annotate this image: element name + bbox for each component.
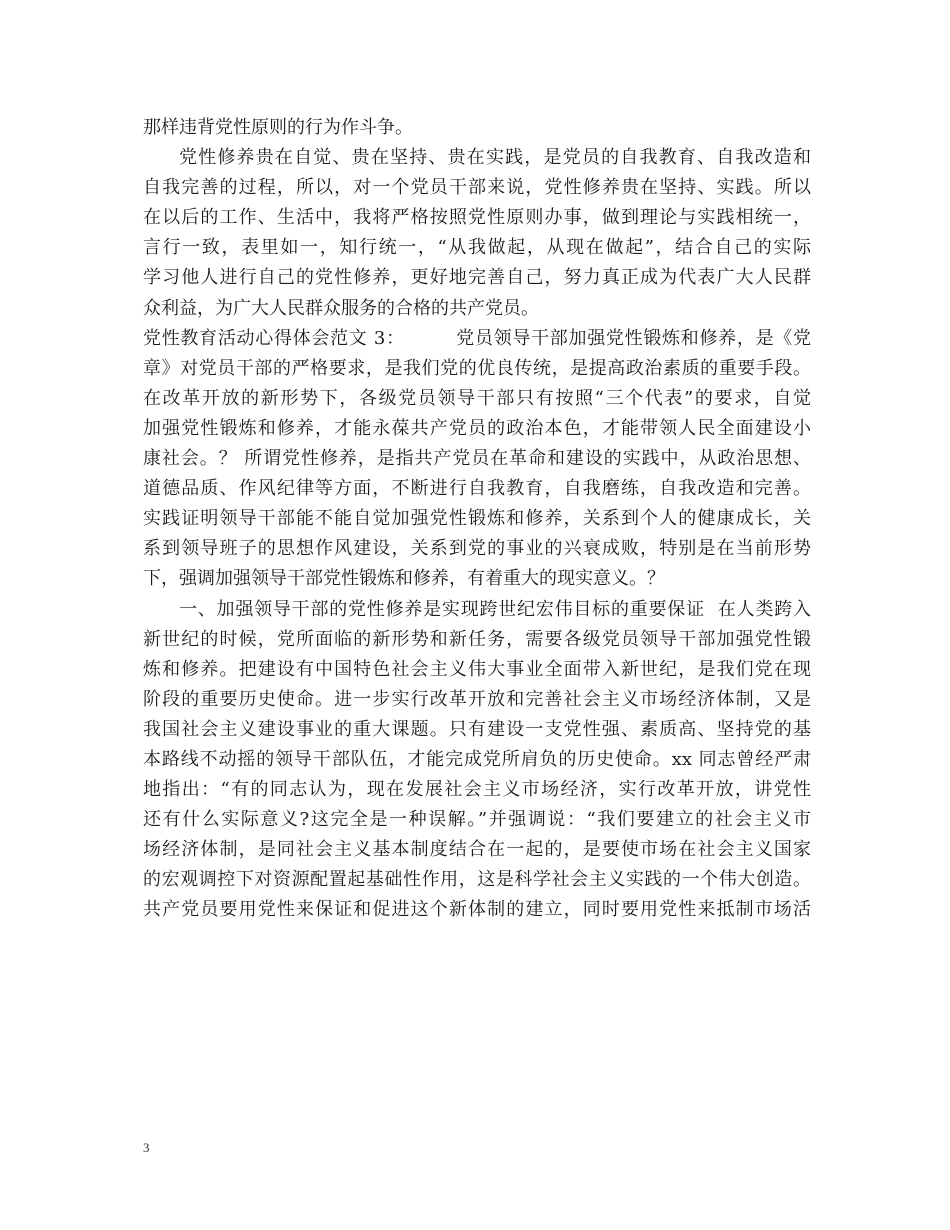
text-line: 加强党性锻炼和修养，才能永葆共产党员的政治本色，才能带领人民全面建设小	[143, 417, 811, 439]
text-line: 那样违背党性原则的行为作斗争。	[143, 117, 413, 138]
text-line: 炼和修养。把建设有中国特色社会主义伟大事业全面带入新世纪，是我们党在现	[143, 658, 811, 680]
text-line: 在改革开放的新形势下，各级党员领导干部只有按照“三个代表”的要求，自觉	[143, 387, 811, 409]
text-line: 下，强调加强领导干部党性锻炼和修养，有着重大的现实意义。？	[143, 568, 665, 590]
section-heading-line: 党性教育活动心得体会范文 3： 党员领导干部加强党性锻炼和修养，是《党	[143, 327, 811, 349]
text-line: 一、加强领导干部的党性修养是实现跨世纪宏伟目标的重要保证 在人类跨入	[179, 598, 811, 620]
text-line: 道德品质、作风纪律等方面，不断进行自我教育，自我磨练，自我改造和完善。	[143, 478, 811, 500]
page-number: 3	[143, 1140, 150, 1155]
text-line: 众利益，为广大人民群众服务的合格的共产党员。	[143, 297, 539, 319]
text-line: 学习他人进行自己的党性修养，更好地完善自己，努力真正成为代表广大人民群	[143, 267, 811, 289]
text-line: 我国社会主义建设事业的重大课题。只有建设一支党性强、素质高、坚持党的基	[143, 718, 811, 740]
text-line: 在以后的工作、生活中，我将严格按照党性原则办事，做到理论与实践相统一，	[143, 207, 811, 229]
text-line: 地指出：“有的同志认为，现在发展社会主义市场经济，实行改革开放，讲党性	[143, 779, 811, 801]
text-line: 系到领导班子的思想作风建设，关系到党的事业的兴衰成败，特别是在当前形势	[143, 538, 811, 560]
text-line: 新世纪的时候，党所面临的新形势和新任务，需要各级党员领导干部加强党性锻	[143, 628, 811, 650]
text-line: 还有什么实际意义?这完全是一种误解。”并强调说：“我们要建立的社会主义市	[143, 809, 811, 831]
text-line: 党性修养贵在自觉、贵在坚持、贵在实践，是党员的自我教育、自我改造和	[179, 147, 811, 169]
body-text	[143, 113, 811, 926]
text-line: 场经济体制，是同社会主义基本制度结合在一起的，是要使市场在社会主义国家	[143, 839, 811, 861]
text-line: 共产党员要用党性来保证和促进这个新体制的建立，同时要用党性来抵制市场活	[143, 899, 811, 921]
text-line: 章》对党员干部的严格要求，是我们党的优良传统，是提高政治素质的重要手段。	[143, 357, 811, 379]
text-line: 言行一致，表里如一，知行统一，“从我做起，从现在做起”，结合自己的实际	[143, 237, 811, 259]
text-line: 康社会。？ 所谓党性修养，是指共产党员在革命和建设的实践中，从政治思想、	[143, 448, 811, 470]
text-line: 实践证明领导干部能不能自觉加强党性锻炼和修养，关系到个人的健康成长，关	[143, 508, 811, 530]
text-line: 自我完善的过程，所以，对一个党员干部来说，党性修养贵在坚持、实践。所以	[143, 177, 811, 199]
text-line: 阶段的重要历史使命。进一步实行改革开放和完善社会主义市场经济体制，又是	[143, 688, 811, 710]
text-line: 的宏观调控下对资源配置起基础性作用，这是科学社会主义实践的一个伟大创造。	[143, 869, 811, 891]
text-line: 本路线不动摇的领导干部队伍，才能完成党所肩负的历史使命。xx 同志曾经严肃	[143, 748, 811, 770]
